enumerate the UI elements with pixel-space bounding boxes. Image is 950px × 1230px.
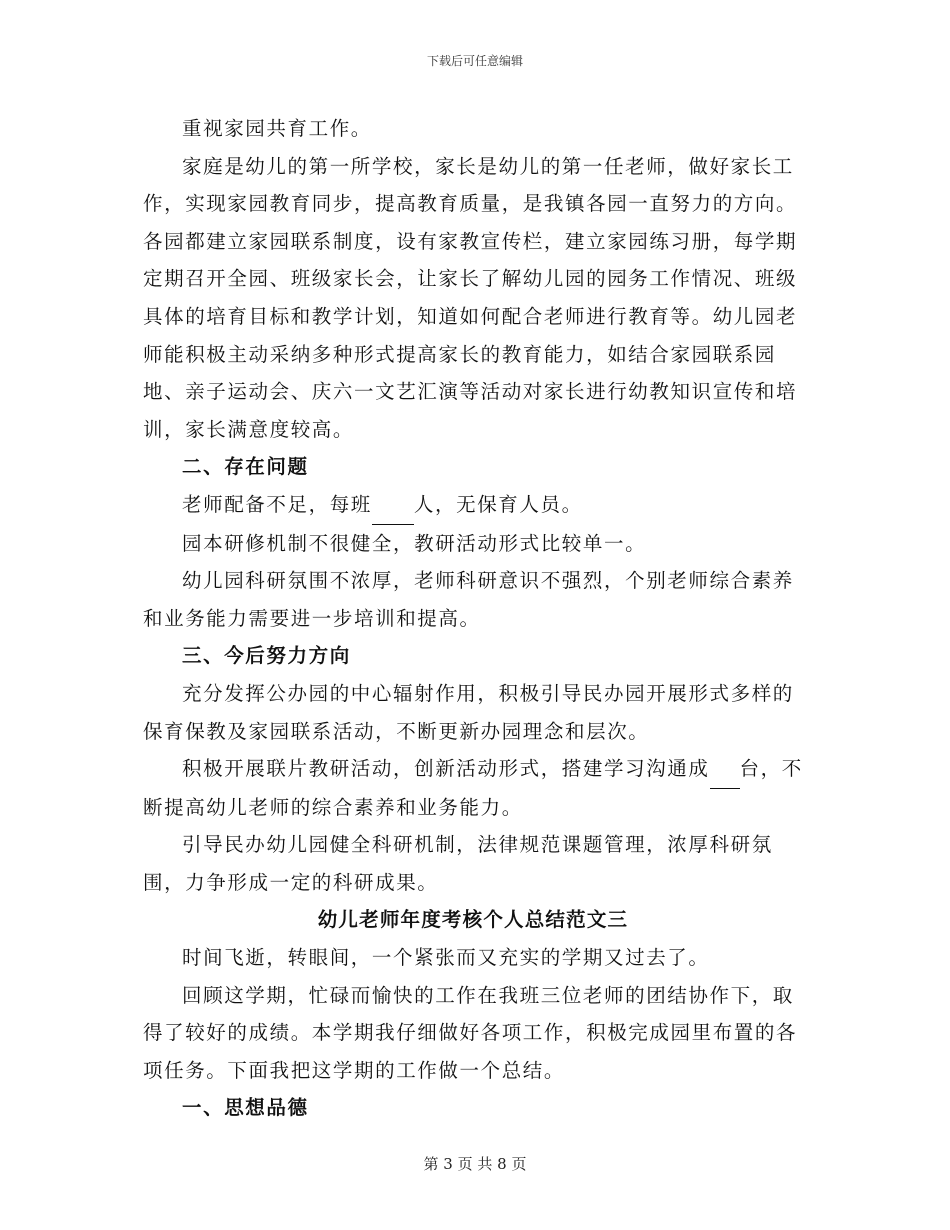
paragraph: 幼儿园科研氛围不浓厚，老师科研意识不强烈，个别老师综合素养和业务能力需要进一步培训和提高。 xyxy=(143,569,794,630)
paragraph: 园本研修机制不很健全，教研活动形式比较单一。 xyxy=(182,531,647,555)
section-heading: 二、存在问题 xyxy=(182,455,309,479)
article-title: 幼儿老师年度考核个人总结范文三 xyxy=(317,908,629,932)
paragraph xyxy=(143,486,803,525)
paragraph-text: 台，不断提高幼儿老师的综合素养和业务能力。 xyxy=(143,757,803,819)
paragraph: 引导民办幼儿园健全科研机制，法律规范课题管理，浓厚科研氛围，力争形成一定的科研成果。 xyxy=(143,833,773,894)
section-heading: 三、今后努力方向 xyxy=(182,644,351,668)
page-footer: 第 3 页 共 8 页 xyxy=(423,1155,527,1173)
paragraph: 回顾这学期，忙碌而愉快的工作在我班三位老师的团结协作下，取得了较好的成绩。本学期我仔细做好各项工作，积极完成园里布置的各项任务。下面我把这学期的工作做一个总结。 xyxy=(143,983,798,1082)
paragraph: 重视家园共育工作。 xyxy=(182,117,372,140)
paragraph: 时间飞逝，转眼间，一个紧张而又充实的学期又过去了。 xyxy=(182,946,710,970)
fill-blank xyxy=(710,750,740,789)
paragraph-text: 老师配备不足，每班 xyxy=(182,492,372,516)
paragraph: 充分发挥公办园的中心辐射作用，积极引导民办园开展形式多样的保育保教及家园联系活动，不断更新办园理念和层次。 xyxy=(143,681,794,743)
paragraph-text: 积极开展联片教研活动，创新活动形式，搭建学习沟通成 xyxy=(182,757,710,781)
fill-blank xyxy=(372,486,414,525)
page-header: 下载后可任意编辑 xyxy=(426,54,523,68)
section-heading: 一、思想品德 xyxy=(182,1096,309,1120)
paragraph xyxy=(143,750,803,826)
paragraph: 家庭是幼儿的第一所学校，家长是幼儿的第一任老师，做好家长工作，实现家园教育同步，提高教育质量，是我镇各园一直努力的方向。各园都建立家园联系制度，设有家教宣传栏，建立家园练习册，每学期定期召开全园、班级家长会，让家长了解幼儿园的园务工作情况、班级具体的培育目标和教学计划，知道如何配合老师进行教育等。幼儿园老师能积极主动采纳多种形式提高家长的教育能力，如结合家园联系园地、亲子运动会、庆六一文艺汇演等活动对家长进行幼教知识宣传和培训，家长满意度较高。 xyxy=(143,154,798,441)
paragraph-text: 人，无保育人员。 xyxy=(413,492,583,516)
document-body xyxy=(143,110,803,1127)
